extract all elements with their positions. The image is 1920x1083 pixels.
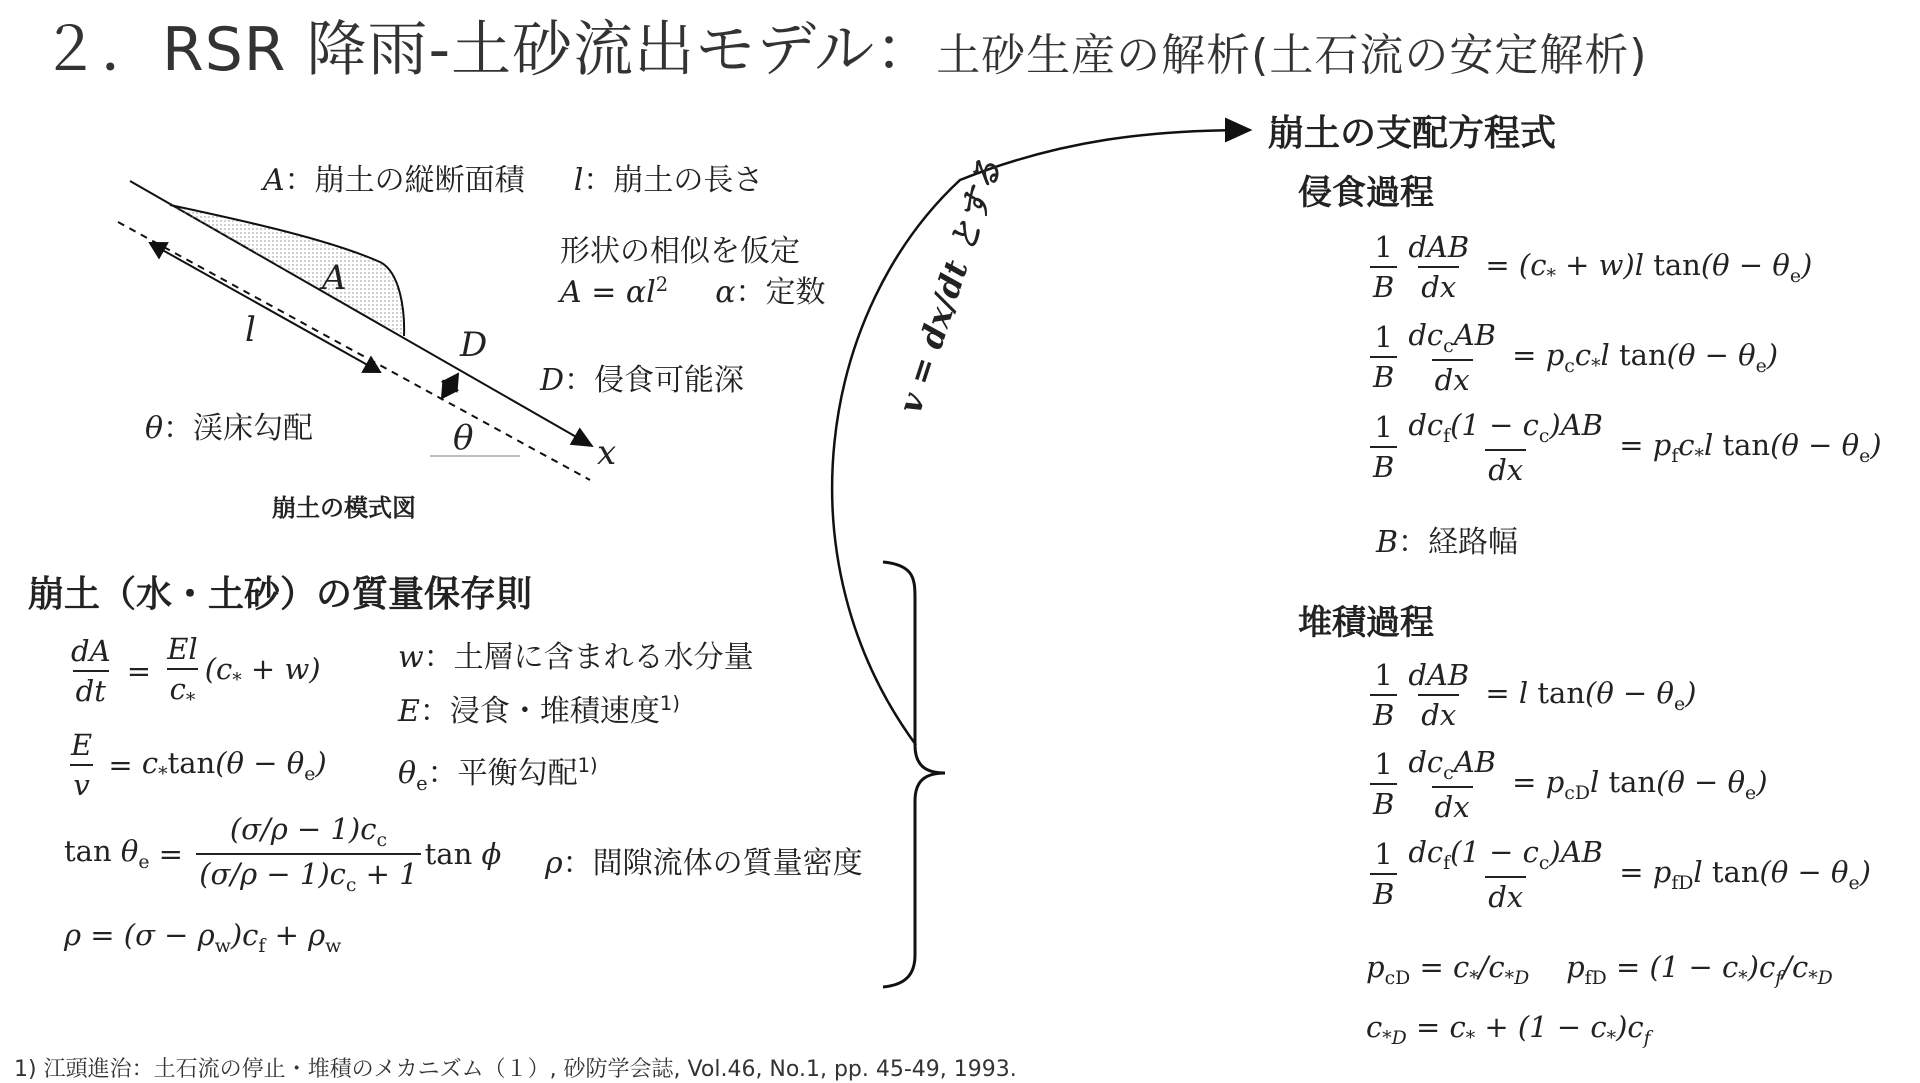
depth-mark: D <box>460 325 488 365</box>
equation-dA-dt: $\frac{dA}{dt}$ = $\frac{El}{c_*}$ $(c_* + w)$ <box>71 632 321 711</box>
deposition-equation-2: $\frac{1}{B}$ $\frac{dc_cAB}{dx}$ = $p_{cD}l$ $\tan(\theta - \theta_e)$ <box>1366 745 1768 824</box>
diagram-caption: 崩土の模式図 <box>272 494 416 522</box>
equilibrium-slope-definition: $\theta_e$：平衡勾配$^{1)}$ <box>398 754 598 795</box>
length-mark: l <box>245 310 256 350</box>
title-sub: 土砂生産の解析(土石流の安定解析) <box>936 30 1648 81</box>
packing-concentration: $c_{*D} = c_* + (1 - c_*)c_f$ <box>1366 1010 1651 1049</box>
area-mark: A <box>322 258 347 298</box>
debris-body-fill <box>170 205 404 336</box>
similarity-equation: $A = \alpha l^2$ α：定数 <box>560 273 826 310</box>
equation-fluid-density: $\rho = (\sigma - \rho_w)c_f + \rho_w$ <box>64 918 342 957</box>
water-content-definition: w：土層に含まれる水分量 <box>398 640 754 675</box>
deposition-equation-1: $\frac{1}{B}$ $\frac{\text{dAB}}{dx}$ = l $\tan(\theta - \theta_e)$ <box>1366 658 1696 732</box>
deposition-equation-3: $\frac{1}{B}$ $\frac{dc_f(1 - c_c)AB}{dx}$ = $p_{fD}l$ $\tan(\theta - \theta_e)$ <box>1366 835 1871 914</box>
depth-arrow <box>442 374 458 398</box>
erosion-equation-3: $\frac{1}{B}$ $\frac{dc_f(1 - c_c)AB}{dx}$ = $p_fc_*l$ $\tan(\theta - \theta_e)$ <box>1366 408 1882 487</box>
slope-definition: θ：渓床勾配 <box>145 411 314 446</box>
theta-mark: θ <box>453 418 474 458</box>
velocity-definition-label: v = dx/dt とする <box>890 153 1009 418</box>
equation-erosion-rate: $\frac{E}{v}$ = $c_*\tan(\theta - \theta_e)$ <box>71 728 327 802</box>
reference-curved-arrow <box>832 130 1250 745</box>
deposition-coefficients: $p_{cD} = c_*/c_{*D}$ $p_{fD} = (1 - c_*)c_f/c_{*D}$ <box>1366 950 1833 989</box>
depth-definition: D：侵食可能深 <box>540 363 745 398</box>
reference-footnote: 1) 江頭進治：土石流の停止・堆積のメカニズム（１）, 砂防学会誌, Vol.46, No.1, pp. 45-49, 1993. <box>14 1057 1017 1082</box>
title-main: ２．RSR 降雨-土砂流出モデル： <box>40 15 937 85</box>
deposition-process-heading: 堆積過程 <box>1298 603 1434 643</box>
fluid-density-definition: ρ：間隙流体の質量密度 <box>545 846 863 881</box>
similarity-assumption: 形状の相似を仮定 <box>560 234 800 269</box>
erosion-rate-definition: E：浸食・堆積速度$^{1)}$ <box>398 692 680 729</box>
mass-conservation-heading: 崩土（水・土砂）の質量保存則 <box>28 574 533 615</box>
x-axis-mark: x <box>597 433 617 473</box>
path-width-definition: B：経路幅 <box>1376 525 1519 560</box>
erosion-process-heading: 侵食過程 <box>1298 173 1434 213</box>
equation-equilibrium-slope: $\tan \theta_e$ = $\frac{(\sigma/\rho - 1)c_c}{(\sigma/\rho - 1)c_c + 1}$ tan ϕ <box>64 812 502 896</box>
grouping-brace <box>883 562 945 987</box>
governing-equations-heading: 崩土の支配方程式 <box>1268 113 1557 154</box>
area-definition: A：崩土の縦断面積 l：崩土の長さ <box>263 163 764 198</box>
erosion-equation-2: $\frac{1}{B}$ $\frac{dc_cAB}{dx}$ = $p_cc_*l$ $\tan(\theta - \theta_e)$ <box>1366 318 1778 397</box>
erosion-equation-1: $\frac{1}{B}$ $\frac{\text{dAB}}{dx}$ = $(c_* + w)l$ $\tan(\theta - \theta_e)$ <box>1366 230 1812 304</box>
